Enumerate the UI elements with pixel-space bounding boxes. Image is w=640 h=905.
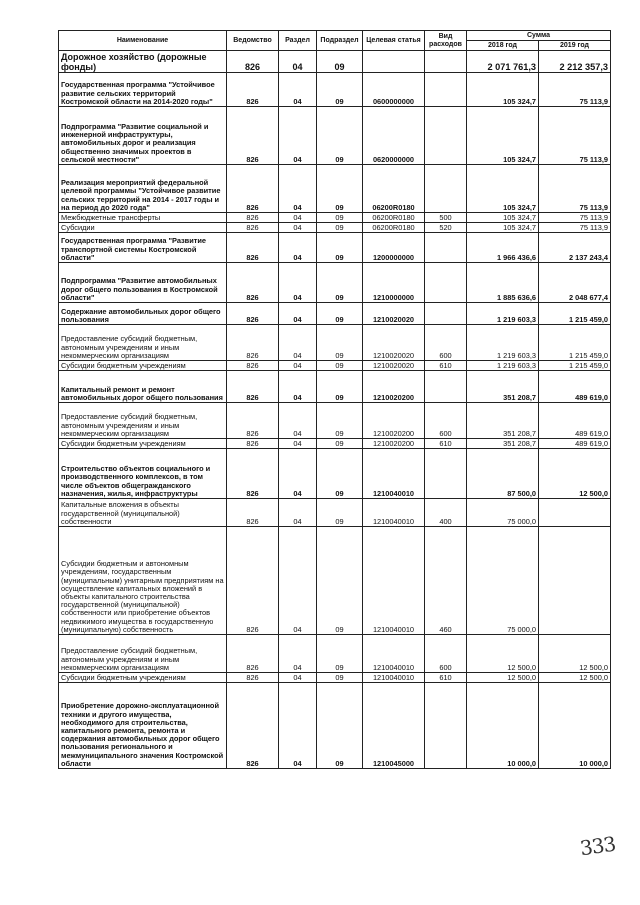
- col-header-podr: Подраздел: [317, 31, 363, 51]
- cell-2019: 1 215 459,0: [539, 325, 611, 361]
- cell-cs: 1210040010: [363, 449, 425, 499]
- cell-name: Приобретение дорожно-эксплуатационной техники и другого имущества, необходимого для строительства, капитального ремонта, ремонта и содержания автомобильных дорог общего пользования регионального и межмуниципального значения Костромской области: [59, 683, 227, 769]
- cell-2018: 105 324,7: [467, 213, 539, 223]
- table-row: [59, 371, 611, 403]
- cell-cs: 06200R0180: [363, 165, 425, 213]
- cell-name: Предоставление субсидий бюджетным, автономным учреждениям и иным некоммерческим организациям: [59, 635, 227, 673]
- cell-cs: 1210020200: [363, 371, 425, 403]
- cell-podr: 09: [317, 499, 363, 527]
- table-row: [59, 73, 611, 107]
- cell-2019: 2 212 357,3: [539, 51, 611, 73]
- cell-cs: 1210020020: [363, 361, 425, 371]
- cell-razd: 04: [279, 371, 317, 403]
- cell-razd: 04: [279, 51, 317, 73]
- cell-vr: 400: [425, 499, 467, 527]
- cell-vr: [425, 73, 467, 107]
- table-row: [59, 263, 611, 303]
- cell-name: Субсидии бюджетным учреждениям: [59, 361, 227, 371]
- cell-vr: [425, 107, 467, 165]
- cell-2018: 1 966 436,6: [467, 233, 539, 263]
- cell-cs: 0600000000: [363, 73, 425, 107]
- cell-razd: 04: [279, 449, 317, 499]
- cell-2018: 75 000,0: [467, 499, 539, 527]
- cell-name: Подпрограмма "Развитие автомобильных дорог общего пользования в Костромской области": [59, 263, 227, 303]
- cell-cs: 0620000000: [363, 107, 425, 165]
- col-header-2018: 2018 год: [467, 41, 539, 51]
- cell-name: Государственная программа "Развитие транспортной системы Костромской области": [59, 233, 227, 263]
- table-row: [59, 51, 611, 73]
- cell-vr: 600: [425, 325, 467, 361]
- cell-ved: 826: [227, 683, 279, 769]
- cell-razd: 04: [279, 107, 317, 165]
- cell-2018: 105 324,7: [467, 165, 539, 213]
- cell-name: Предоставление субсидий бюджетным, автономным учреждениям и иным некоммерческим организациям: [59, 325, 227, 361]
- col-header-razd: Раздел: [279, 31, 317, 51]
- cell-cs: 1210020020: [363, 303, 425, 325]
- cell-2019: 75 113,9: [539, 223, 611, 233]
- cell-cs: 1210045000: [363, 683, 425, 769]
- cell-vr: 610: [425, 673, 467, 683]
- cell-2018: 12 500,0: [467, 673, 539, 683]
- cell-2019: 75 113,9: [539, 213, 611, 223]
- table-row: [59, 361, 611, 371]
- cell-vr: 610: [425, 361, 467, 371]
- cell-2019: 2 048 677,4: [539, 263, 611, 303]
- col-header-ved: Ведомство: [227, 31, 279, 51]
- page-number: 333: [578, 831, 617, 861]
- cell-razd: 04: [279, 403, 317, 439]
- cell-podr: 09: [317, 303, 363, 325]
- cell-2019: [539, 499, 611, 527]
- table-row: [59, 683, 611, 769]
- table-row: [59, 635, 611, 673]
- table-row: [59, 303, 611, 325]
- cell-2018: 105 324,7: [467, 73, 539, 107]
- budget-table: [58, 30, 611, 769]
- cell-2019: 12 500,0: [539, 449, 611, 499]
- cell-vr: 460: [425, 527, 467, 635]
- cell-vr: [425, 51, 467, 73]
- cell-razd: 04: [279, 499, 317, 527]
- cell-cs: 1210040010: [363, 635, 425, 673]
- cell-vr: 520: [425, 223, 467, 233]
- cell-cs: 1210040010: [363, 527, 425, 635]
- cell-name: Субсидии бюджетным учреждениям: [59, 673, 227, 683]
- cell-2019: 1 215 459,0: [539, 303, 611, 325]
- cell-razd: 04: [279, 233, 317, 263]
- cell-vr: [425, 165, 467, 213]
- cell-vr: [425, 233, 467, 263]
- col-header-2019: 2019 год: [539, 41, 611, 51]
- cell-cs: 1210020020: [363, 325, 425, 361]
- table-row: [59, 527, 611, 635]
- cell-name: Подпрограмма "Развитие социальной и инженерной инфраструктуры, автомобильных дорог и реализация общественно значимых проектов в сельской местности": [59, 107, 227, 165]
- cell-podr: 09: [317, 233, 363, 263]
- cell-name: Строительство объектов социального и производственного комплексов, в том числе объектов общегражданского назначения, жилья, инфраструктуры: [59, 449, 227, 499]
- cell-ved: 826: [227, 439, 279, 449]
- cell-name: Субсидии бюджетным и автономным учреждениям, государственным (муниципальным) унитарным предприятиям на осуществление капитальных вложений в объекты капитального строительства государственной (муниципальной) собственности или приобретение объектов недвижимого имущества в государственную (муниципальную) собственность: [59, 527, 227, 635]
- cell-podr: 09: [317, 683, 363, 769]
- cell-cs: 1200000000: [363, 233, 425, 263]
- cell-ved: 826: [227, 223, 279, 233]
- cell-2018: 2 071 761,3: [467, 51, 539, 73]
- cell-ved: 826: [227, 303, 279, 325]
- table-row: [59, 673, 611, 683]
- cell-vr: [425, 683, 467, 769]
- cell-ved: 826: [227, 527, 279, 635]
- cell-podr: 09: [317, 439, 363, 449]
- cell-razd: 04: [279, 635, 317, 673]
- cell-name: Дорожное хозяйство (дорожные фонды): [59, 51, 227, 73]
- cell-vr: 610: [425, 439, 467, 449]
- cell-vr: [425, 371, 467, 403]
- cell-podr: 09: [317, 673, 363, 683]
- table-row: [59, 449, 611, 499]
- table-row: [59, 233, 611, 263]
- table-row: [59, 403, 611, 439]
- table-body: [59, 51, 611, 769]
- cell-razd: 04: [279, 683, 317, 769]
- cell-2019: 12 500,0: [539, 635, 611, 673]
- col-header-vr: Вид расходов: [425, 31, 467, 51]
- cell-2019: 2 137 243,4: [539, 233, 611, 263]
- col-header-cs: Целевая статья: [363, 31, 425, 51]
- cell-razd: 04: [279, 303, 317, 325]
- cell-ved: 826: [227, 449, 279, 499]
- cell-razd: 04: [279, 361, 317, 371]
- cell-podr: 09: [317, 223, 363, 233]
- cell-name: Субсидии: [59, 223, 227, 233]
- cell-2018: 87 500,0: [467, 449, 539, 499]
- table-row: [59, 213, 611, 223]
- cell-2019: 1 215 459,0: [539, 361, 611, 371]
- cell-cs: 1210020200: [363, 403, 425, 439]
- cell-2018: 1 885 636,6: [467, 263, 539, 303]
- cell-ved: 826: [227, 361, 279, 371]
- cell-podr: 09: [317, 165, 363, 213]
- cell-2018: 351 208,7: [467, 371, 539, 403]
- cell-vr: 500: [425, 213, 467, 223]
- cell-cs: 06200R0180: [363, 223, 425, 233]
- cell-2019: 75 113,9: [539, 165, 611, 213]
- cell-ved: 826: [227, 325, 279, 361]
- cell-name: Межбюджетные трансферты: [59, 213, 227, 223]
- cell-razd: 04: [279, 73, 317, 107]
- cell-podr: 09: [317, 371, 363, 403]
- table-row: [59, 439, 611, 449]
- cell-razd: 04: [279, 673, 317, 683]
- cell-podr: 09: [317, 213, 363, 223]
- cell-razd: 04: [279, 213, 317, 223]
- cell-ved: 826: [227, 499, 279, 527]
- cell-podr: 09: [317, 73, 363, 107]
- table-row: [59, 165, 611, 213]
- cell-vr: [425, 449, 467, 499]
- cell-razd: 04: [279, 165, 317, 213]
- cell-podr: 09: [317, 325, 363, 361]
- col-header-summa: Сумма: [467, 31, 611, 41]
- cell-2019: 10 000,0: [539, 683, 611, 769]
- cell-2018: 351 208,7: [467, 439, 539, 449]
- cell-razd: 04: [279, 325, 317, 361]
- cell-name: Капитальные вложения в объекты государственной (муниципальной) собственности: [59, 499, 227, 527]
- cell-podr: 09: [317, 51, 363, 73]
- cell-name: Государственная программа "Устойчивое развитие сельских территорий Костромской области на 2014-2020 годы": [59, 73, 227, 107]
- cell-2018: 10 000,0: [467, 683, 539, 769]
- cell-cs: 06200R0180: [363, 213, 425, 223]
- cell-razd: 04: [279, 263, 317, 303]
- cell-2019: 12 500,0: [539, 673, 611, 683]
- cell-ved: 826: [227, 263, 279, 303]
- cell-2018: 1 219 603,3: [467, 303, 539, 325]
- cell-2018: 12 500,0: [467, 635, 539, 673]
- cell-ved: 826: [227, 51, 279, 73]
- cell-podr: 09: [317, 263, 363, 303]
- cell-2018: 105 324,7: [467, 223, 539, 233]
- cell-name: Содержание автомобильных дорог общего пользования: [59, 303, 227, 325]
- cell-2019: 489 619,0: [539, 403, 611, 439]
- cell-ved: 826: [227, 165, 279, 213]
- cell-ved: 826: [227, 635, 279, 673]
- cell-podr: 09: [317, 449, 363, 499]
- cell-podr: 09: [317, 403, 363, 439]
- cell-cs: 1210000000: [363, 263, 425, 303]
- col-header-name: Наименование: [59, 31, 227, 51]
- cell-ved: 826: [227, 107, 279, 165]
- cell-razd: 04: [279, 223, 317, 233]
- cell-razd: 04: [279, 439, 317, 449]
- cell-2018: 1 219 603,3: [467, 325, 539, 361]
- cell-name: Субсидии бюджетным учреждениям: [59, 439, 227, 449]
- cell-name: Предоставление субсидий бюджетным, автономным учреждениям и иным некоммерческим организациям: [59, 403, 227, 439]
- cell-vr: [425, 303, 467, 325]
- cell-podr: 09: [317, 107, 363, 165]
- cell-ved: 826: [227, 371, 279, 403]
- cell-2018: 105 324,7: [467, 107, 539, 165]
- cell-cs: [363, 51, 425, 73]
- cell-cs: 1210040010: [363, 673, 425, 683]
- cell-2019: 75 113,9: [539, 107, 611, 165]
- cell-razd: 04: [279, 527, 317, 635]
- cell-ved: 826: [227, 213, 279, 223]
- cell-name: Капитальный ремонт и ремонт автомобильных дорог общего пользования: [59, 371, 227, 403]
- cell-name: Реализация мероприятий федеральной целевой программы "Устойчивое развитие сельских территорий на 2014 - 2017 годы и на период до 2020 года": [59, 165, 227, 213]
- cell-podr: 09: [317, 361, 363, 371]
- cell-ved: 826: [227, 73, 279, 107]
- cell-podr: 09: [317, 635, 363, 673]
- table-row: [59, 325, 611, 361]
- cell-vr: 600: [425, 635, 467, 673]
- cell-ved: 826: [227, 233, 279, 263]
- cell-2018: 75 000,0: [467, 527, 539, 635]
- table-row: [59, 499, 611, 527]
- cell-2019: 75 113,9: [539, 73, 611, 107]
- cell-2019: 489 619,0: [539, 439, 611, 449]
- cell-podr: 09: [317, 527, 363, 635]
- cell-cs: 1210040010: [363, 499, 425, 527]
- cell-2019: 489 619,0: [539, 371, 611, 403]
- table-row: [59, 107, 611, 165]
- cell-vr: 600: [425, 403, 467, 439]
- cell-ved: 826: [227, 673, 279, 683]
- cell-2018: 351 208,7: [467, 403, 539, 439]
- cell-cs: 1210020200: [363, 439, 425, 449]
- table-row: [59, 223, 611, 233]
- cell-ved: 826: [227, 403, 279, 439]
- cell-2018: 1 219 603,3: [467, 361, 539, 371]
- cell-vr: [425, 263, 467, 303]
- cell-2019: [539, 527, 611, 635]
